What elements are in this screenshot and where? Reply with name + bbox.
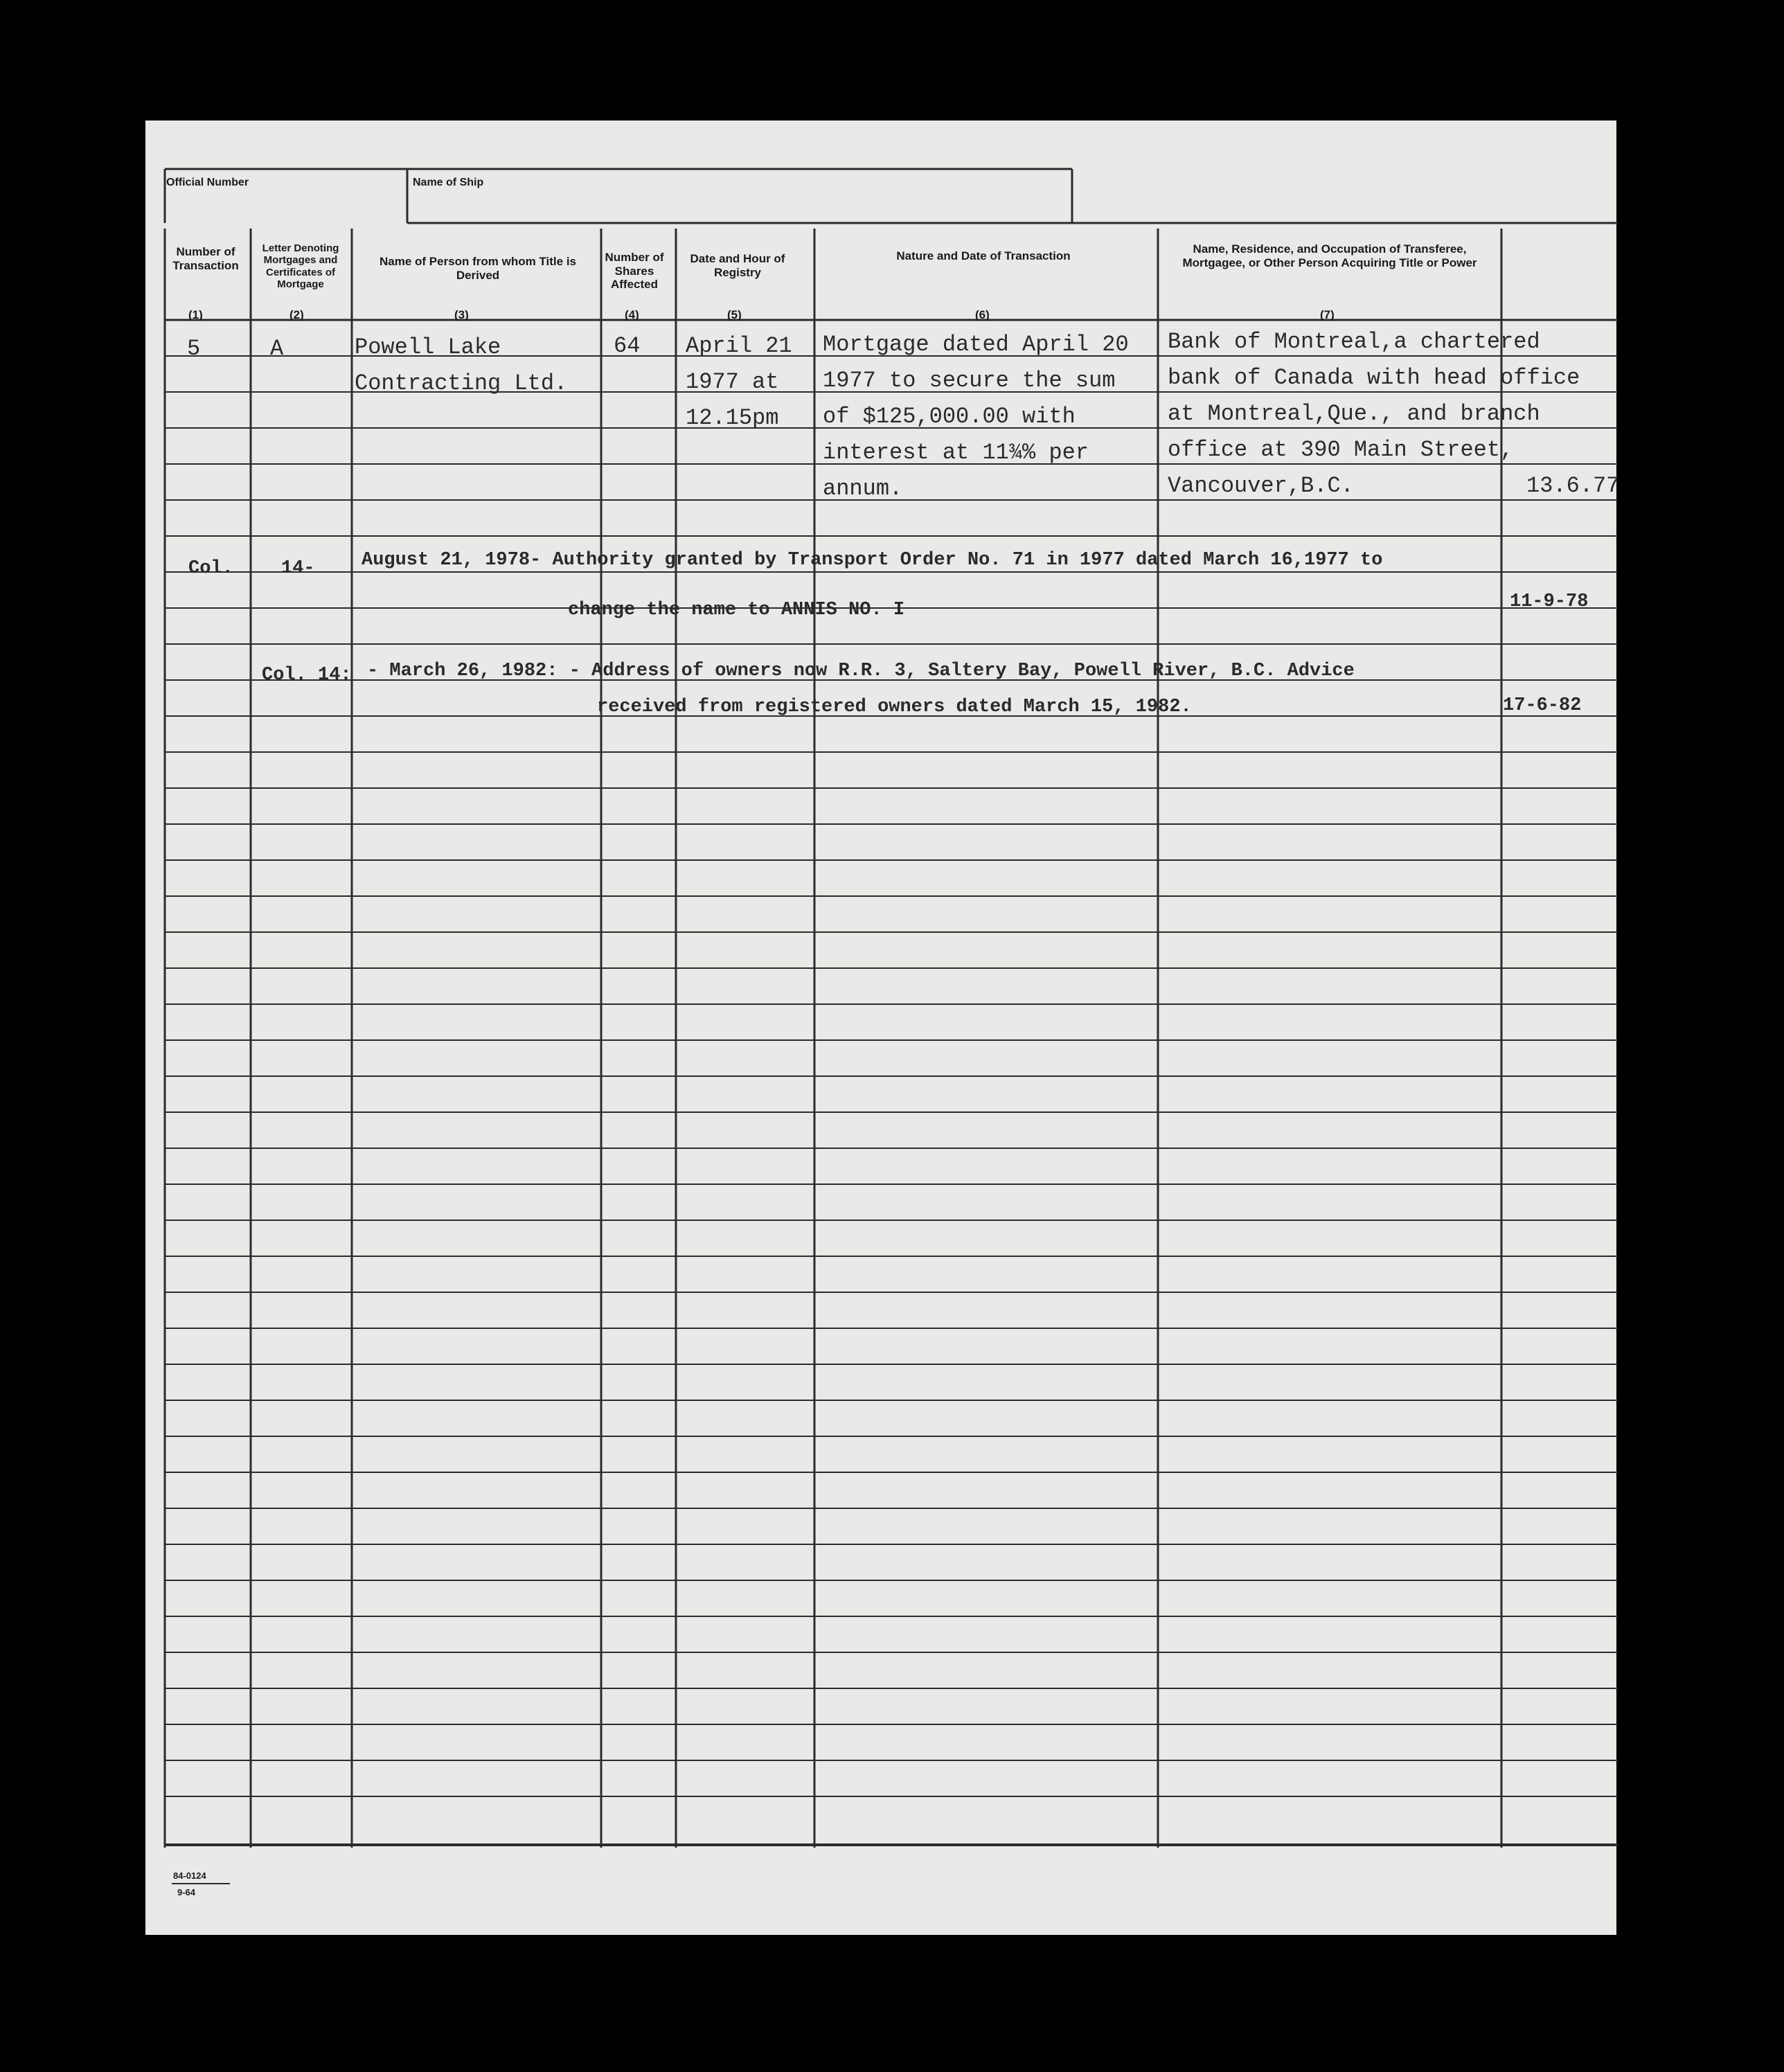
shares-affected: 64	[614, 333, 641, 359]
acquirer-line: Bank of Montreal,a chartered	[1168, 329, 1540, 355]
note-col-label: Col. 14:	[262, 665, 352, 686]
nature-line: interest at 11¾% per	[823, 440, 1089, 465]
mortgage-letter: A	[270, 336, 284, 361]
col-6-header: Nature and Date of Transaction	[896, 249, 1071, 262]
col-1-number: (1)	[188, 308, 203, 321]
col-3-number: (3)	[454, 308, 469, 321]
acquirer-line: Vancouver,B.C.	[1168, 473, 1354, 499]
official-number-label: Official Number	[166, 177, 249, 188]
nature-line: Mortgage dated April 20	[823, 332, 1129, 357]
registry-line: 12.15pm	[686, 405, 779, 431]
col-6-number: (6)	[975, 308, 990, 321]
from-person-line: Powell Lake	[355, 334, 501, 360]
col-5-header: Date and Hour of Registry	[690, 252, 785, 279]
col-2-number: (2)	[289, 308, 304, 321]
from-person-line: Contracting Ltd.	[355, 370, 568, 396]
form-number: 84-0124	[173, 1870, 206, 1881]
ship-name-label: Name of Ship	[413, 177, 484, 188]
transaction-number: 5	[187, 336, 201, 361]
col-3-header: Name of Person from whom Title is Derived	[379, 255, 577, 282]
registry-line: April 21	[686, 333, 792, 359]
note-col-label: Col.	[188, 558, 233, 579]
note-text-line: received from registered owners dated March 15, 1982.	[597, 697, 1192, 717]
note-date-stamp: 17-6-82	[1503, 695, 1582, 716]
nature-line: 1977 to secure the sum	[823, 368, 1116, 393]
col-7-header: Name, Residence, and Occupation of Transferee, Mortgagee, or Other Person Acquiring Title or Power	[1182, 242, 1477, 269]
col-1-header: Number of Transaction	[172, 245, 239, 272]
col-4-header: Number of Shares Affected	[605, 251, 664, 292]
note-text-line: August 21, 1978- Authority granted by Transport Order No. 71 in 1977 dated March 16,1977 to	[362, 550, 1383, 571]
note-text-line: - March 26, 1982: - Address of owners now R.R. 3, Saltery Bay, Powell River, B.C. Advice	[367, 661, 1355, 681]
form-date: 9-64	[177, 1887, 196, 1897]
registry-line: 1977 at	[686, 369, 779, 395]
note-col-ref: 14-	[281, 558, 315, 579]
col-4-number: (4)	[625, 308, 639, 321]
col-5-number: (5)	[727, 308, 742, 321]
col-2-header: Letter Denoting Mortgages and Certificates of Mortgage	[262, 242, 339, 290]
acquirer-line: bank of Canada with head office	[1168, 365, 1580, 391]
note-date-stamp: 11-9-78	[1510, 591, 1589, 612]
nature-line: of $125,000.00 with	[823, 404, 1076, 429]
note-text-line: change the name to ANNIS NO. I	[568, 600, 905, 620]
col-7-number: (7)	[1320, 308, 1335, 321]
acquirer-line: at Montreal,Que., and branch	[1168, 401, 1540, 427]
acquirer-line: office at 390 Main Street,	[1168, 437, 1514, 463]
entry-date-stamp: 13.6.77	[1526, 473, 1620, 499]
nature-line: annum.	[823, 476, 903, 501]
